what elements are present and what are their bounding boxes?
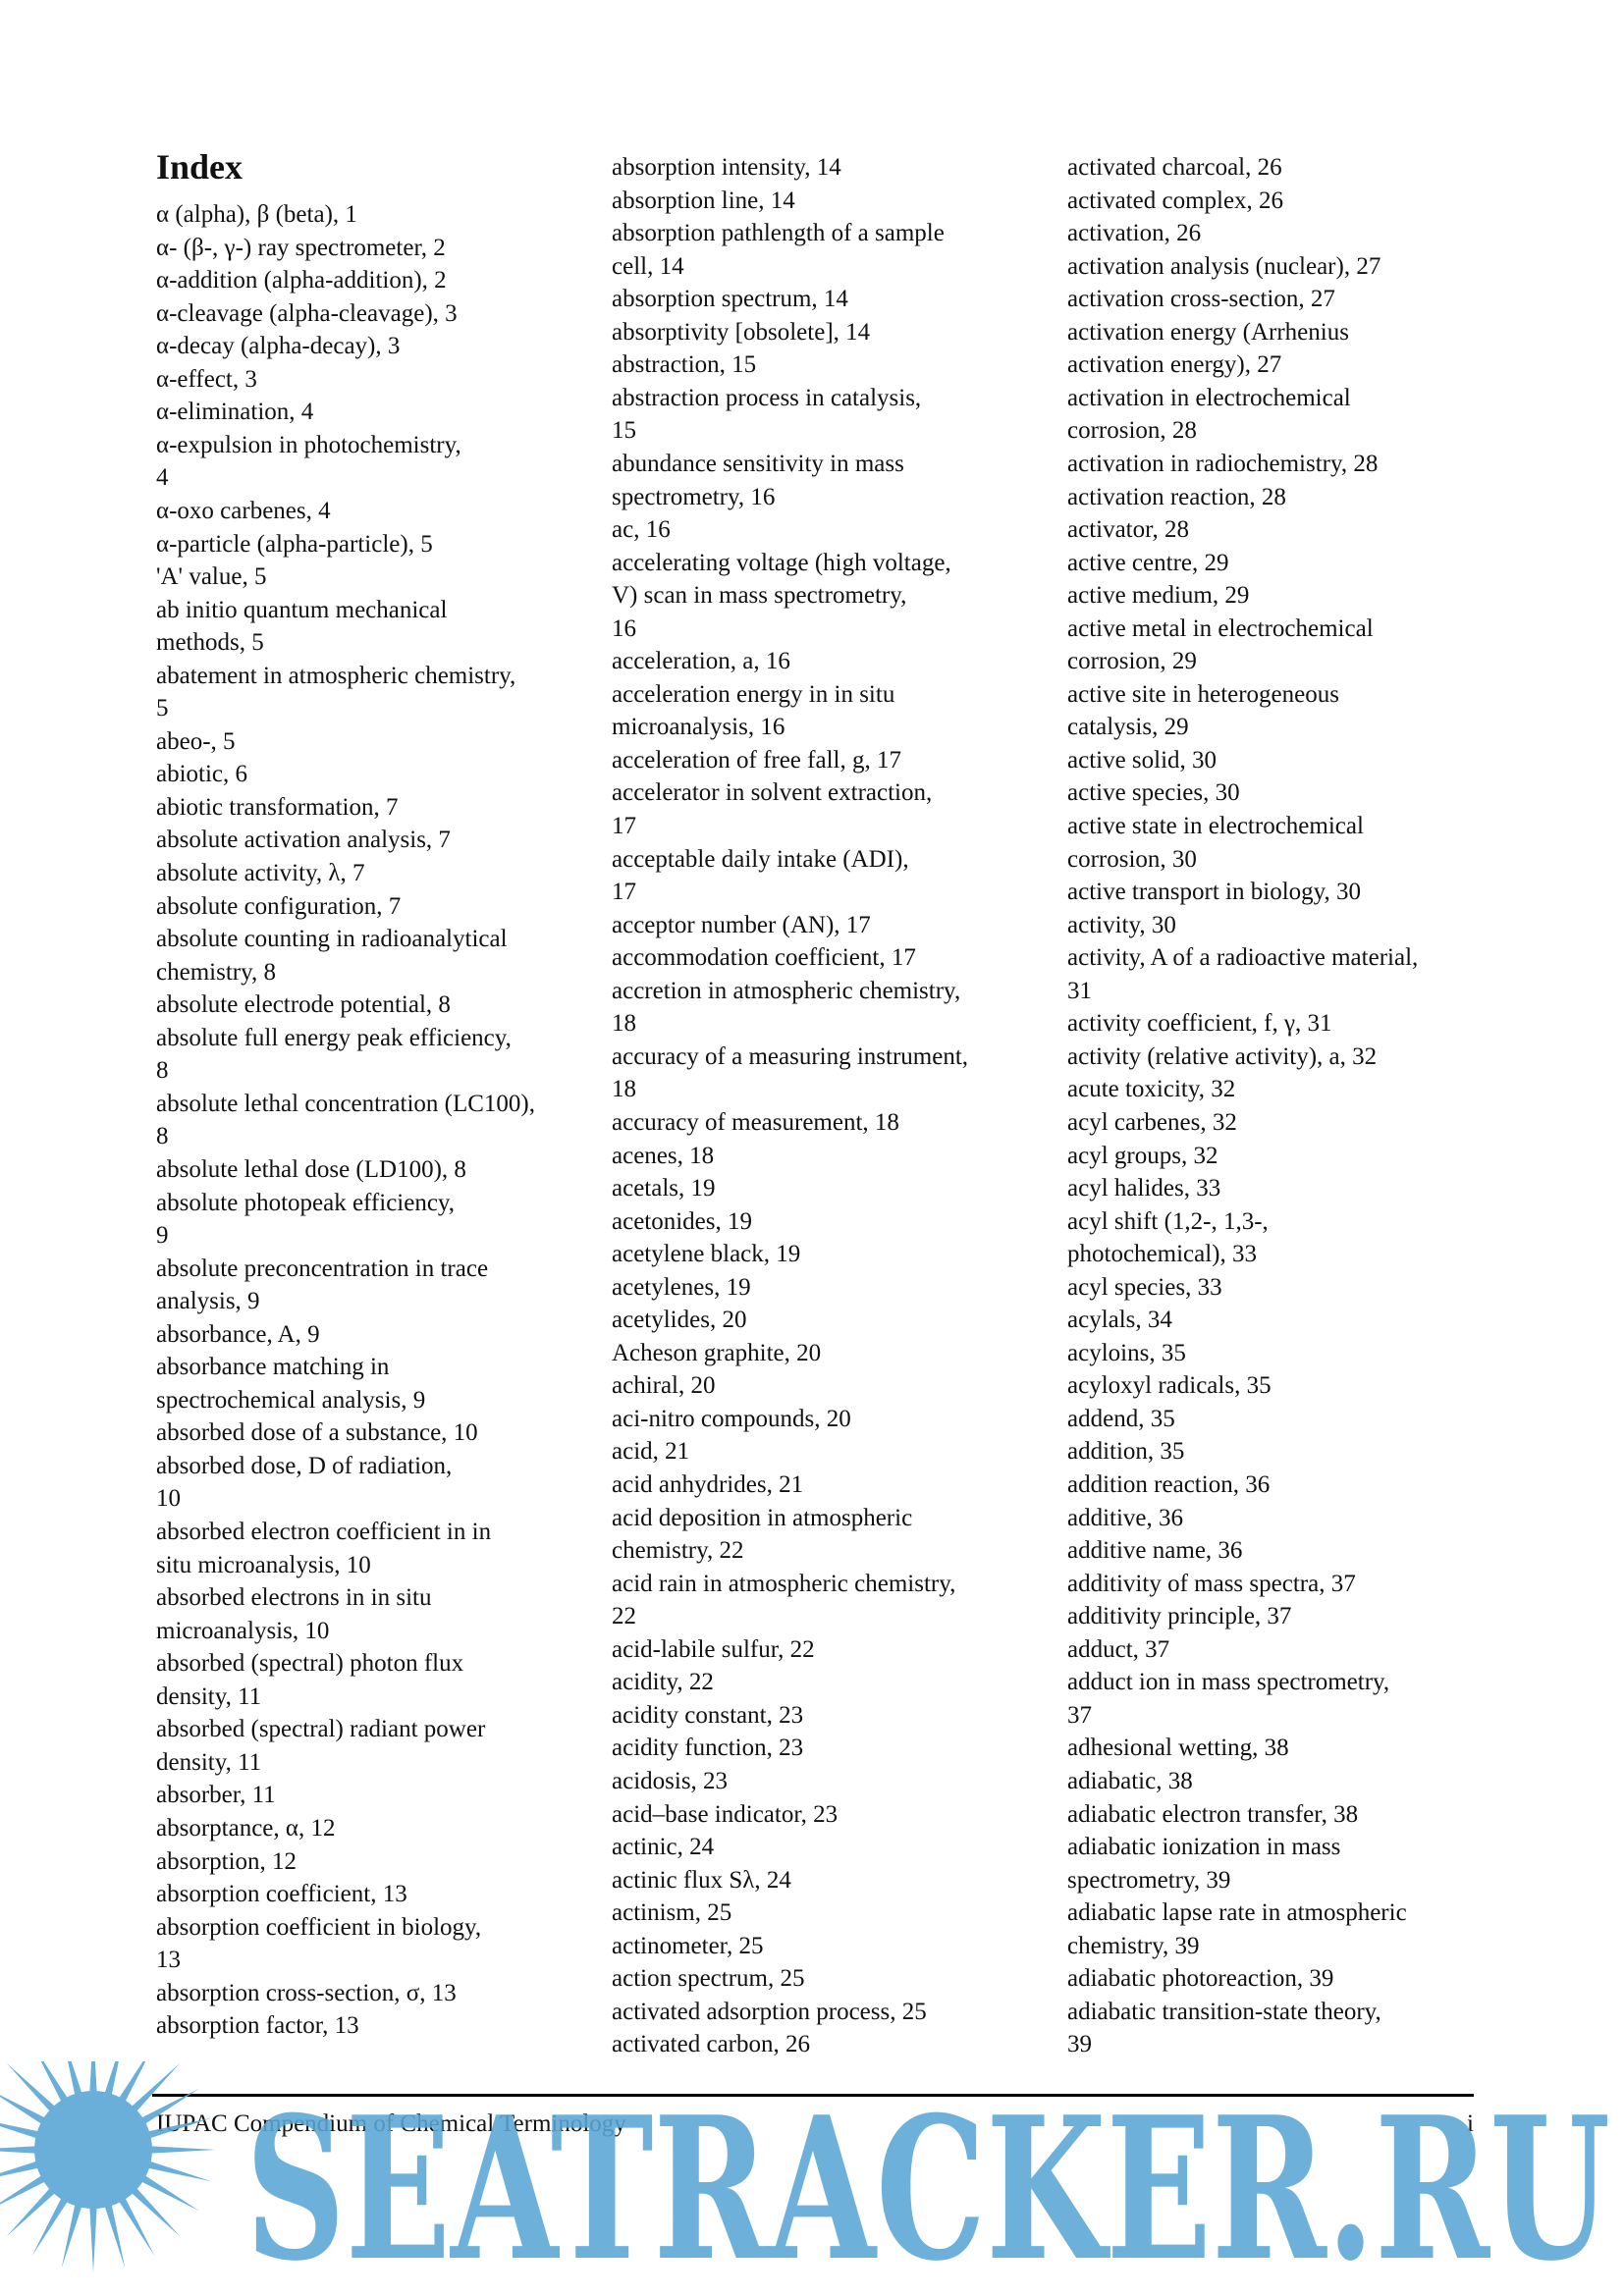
page-title: Index — [156, 147, 244, 187]
index-entry: absorbed dose of a substance, 10 — [156, 1419, 478, 1447]
index-entry: absorbance, A, 9 — [156, 1320, 320, 1348]
index-entry: actinism, 25 — [612, 1899, 732, 1927]
index-entry: α-decay (alpha-decay), 3 — [156, 333, 401, 360]
index-entry: absorption spectrum, 14 — [612, 286, 848, 313]
index-entry: photochemical), 33 — [1067, 1241, 1257, 1268]
index-entry: density, 11 — [156, 1682, 262, 1710]
index-entry: acyl halides, 33 — [1067, 1175, 1221, 1202]
index-entry: spectrometry, 16 — [612, 483, 776, 510]
index-entry: corrosion, 28 — [1067, 417, 1197, 445]
index-entry: 31 — [1067, 977, 1092, 1004]
index-entry: active medium, 29 — [1067, 582, 1250, 610]
index-entry: acenes, 18 — [612, 1142, 715, 1169]
index-entry: actinic flux Sλ, 24 — [612, 1866, 791, 1894]
index-entry: 5 — [156, 695, 169, 722]
index-entry: α (alpha), β (beta), 1 — [156, 201, 357, 228]
index-entry: accelerator in solvent extraction, — [612, 779, 933, 807]
index-entry: 17 — [612, 813, 636, 839]
index-entry: density, 11 — [156, 1748, 262, 1776]
index-entry: acylals, 34 — [1067, 1307, 1172, 1334]
index-entry: absolute photopeak efficiency, — [156, 1189, 456, 1216]
index-entry: active centre, 29 — [1067, 549, 1229, 576]
index-entry: acyloxyl radicals, 35 — [1067, 1372, 1272, 1400]
index-entry: activation energy), 27 — [1067, 351, 1282, 379]
footer-title: IUPAC Compendium of Chemical Terminology — [156, 2110, 626, 2137]
index-entry: acidity function, 23 — [612, 1735, 804, 1762]
sunburst-icon — [0, 2061, 216, 2272]
index-entry: 8 — [156, 1057, 169, 1085]
index-entry: acid, 21 — [612, 1438, 690, 1466]
index-entry: corrosion, 29 — [1067, 648, 1197, 675]
watermark-text: SEATRACKER.RU — [245, 2074, 1610, 2296]
index-entry: microanalysis, 16 — [612, 714, 785, 741]
index-entry: activity (relative activity), a, 32 — [1067, 1042, 1378, 1070]
index-entry: absorbed (spectral) radiant power — [156, 1716, 486, 1743]
index-entry: abatement in atmospheric chemistry, — [156, 662, 516, 689]
index-entry: adduct ion in mass spectrometry, — [1067, 1669, 1390, 1696]
index-entry: V) scan in mass spectrometry, — [612, 582, 907, 610]
index-entry: active metal in electrochemical — [1067, 614, 1374, 642]
index-entry: activator, 28 — [1067, 516, 1189, 544]
index-entry: additive name, 36 — [1067, 1537, 1243, 1565]
index-entry: additivity of mass spectra, 37 — [1067, 1570, 1356, 1597]
index-entry: abstraction process in catalysis, — [612, 384, 922, 411]
index-entry: accuracy of measurement, 18 — [612, 1108, 899, 1136]
index-entry: acyl carbenes, 32 — [1067, 1108, 1237, 1136]
index-entry: action spectrum, 25 — [612, 1965, 805, 1993]
index-entry: absolute electrode potential, 8 — [156, 991, 451, 1019]
index-entry: abiotic, 6 — [156, 761, 248, 788]
index-entry: active transport in biology, 30 — [1067, 879, 1362, 906]
index-entry: abundance sensitivity in mass — [612, 450, 904, 477]
index-entry: adiabatic ionization in mass — [1067, 1834, 1341, 1861]
index-entry: additivity principle, 37 — [1067, 1603, 1292, 1630]
index-entry: acetonides, 19 — [612, 1207, 753, 1235]
index-entry: absolute lethal dose (LD100), 8 — [156, 1155, 466, 1183]
index-entry: spectrometry, 39 — [1067, 1866, 1231, 1894]
index-entry: absolute configuration, 7 — [156, 892, 402, 920]
index-entry: absolute preconcentration in trace — [156, 1255, 489, 1282]
index-entry: absorbance matching in — [156, 1354, 390, 1381]
index-entry: accretion in atmospheric chemistry, — [612, 977, 961, 1004]
index-entry: acyloins, 35 — [1067, 1339, 1186, 1366]
index-entry: adiabatic lapse rate in atmospheric — [1067, 1899, 1407, 1927]
index-entry: activity, A of a radioactive material, — [1067, 944, 1419, 972]
index-entry: acidity, 22 — [612, 1669, 714, 1696]
index-entry: 8 — [156, 1123, 169, 1150]
index-entry: absorption cross-section, σ, 13 — [156, 1979, 457, 2006]
index-entry: adiabatic photoreaction, 39 — [1067, 1965, 1334, 1993]
index-entry: achiral, 20 — [612, 1372, 716, 1400]
index-entry: active solid, 30 — [1067, 746, 1218, 774]
index-entry: addition, 35 — [1067, 1438, 1185, 1466]
index-entry: adduct, 37 — [1067, 1635, 1170, 1663]
index-entry: activated adsorption process, 25 — [612, 1998, 927, 2025]
index-entry: activation cross-section, 27 — [1067, 286, 1335, 313]
index-entry: 4 — [156, 464, 169, 492]
index-entry: activated carbon, 26 — [612, 2031, 810, 2058]
index-entry: α-particle (alpha-particle), 5 — [156, 530, 433, 558]
index-entry: absorption coefficient in biology, — [156, 1913, 482, 1941]
index-entry: 15 — [612, 417, 636, 445]
index-entry: acetals, 19 — [612, 1175, 716, 1202]
index-entry: absorption coefficient, 13 — [156, 1881, 407, 1908]
index-entry: abeo-, 5 — [156, 727, 236, 755]
index-entry: absolute counting in radioanalytical — [156, 926, 508, 953]
index-entry: absorption intensity, 14 — [612, 154, 841, 181]
index-entry: accommodation coefficient, 17 — [612, 944, 916, 972]
index-entry: ab initio quantum mechanical — [156, 596, 448, 623]
index-entry: catalysis, 29 — [1067, 714, 1189, 741]
index-entry: activation analysis (nuclear), 27 — [1067, 252, 1381, 280]
index-entry: absorption line, 14 — [612, 187, 795, 214]
index-entry: chemistry, 22 — [612, 1537, 744, 1565]
index-entry: acid-labile sulfur, 22 — [612, 1635, 815, 1663]
index-entry: absorptivity [obsolete], 14 — [612, 318, 871, 346]
index-entry: α-elimination, 4 — [156, 399, 314, 426]
index-entry: activation in electrochemical — [1067, 384, 1351, 411]
index-entry: situ microanalysis, 10 — [156, 1551, 371, 1578]
index-entry: 39 — [1067, 2031, 1092, 2058]
index-entry: active state in electrochemical — [1067, 813, 1364, 839]
index-entry: activation, 26 — [1067, 220, 1202, 247]
index-entry: activated complex, 26 — [1067, 187, 1284, 214]
index-entry: chemistry, 39 — [1067, 1932, 1200, 1959]
index-entry: corrosion, 30 — [1067, 845, 1197, 873]
index-entry: 17 — [612, 879, 636, 906]
index-entry: absolute full energy peak efficiency, — [156, 1024, 512, 1051]
index-entry: accelerating voltage (high voltage, — [612, 549, 951, 576]
index-entry: activated charcoal, 26 — [1067, 154, 1282, 181]
index-entry: α-oxo carbenes, 4 — [156, 497, 331, 524]
index-entry: actinometer, 25 — [612, 1932, 764, 1959]
watermark-logo — [0, 2061, 1624, 2296]
index-entry: absorbed dose, D of radiation, — [156, 1452, 453, 1479]
index-entry: abstraction, 15 — [612, 351, 757, 379]
index-entry: addition reaction, 36 — [1067, 1471, 1271, 1498]
index-entry: microanalysis, 10 — [156, 1617, 330, 1644]
index-entry: aci-nitro compounds, 20 — [612, 1405, 851, 1432]
index-entry: absorber, 11 — [156, 1782, 276, 1809]
index-entry: acid rain in atmospheric chemistry, — [612, 1570, 956, 1597]
index-entry: adiabatic, 38 — [1067, 1767, 1193, 1794]
index-entry: absorbed electrons in in situ — [156, 1584, 432, 1612]
index-entry: activity coefficient, f, γ, 31 — [1067, 1010, 1332, 1038]
index-entry: acceptable daily intake (ADI), — [612, 845, 909, 873]
index-entry: acyl shift (1,2-, 1,3-, — [1067, 1207, 1269, 1235]
index-entry: acceleration energy in in situ — [612, 680, 895, 708]
index-entry: addend, 35 — [1067, 1405, 1175, 1432]
index-entry: active site in heterogeneous — [1067, 680, 1339, 708]
index-entry: α-addition (alpha-addition), 2 — [156, 267, 447, 294]
index-entry: activation reaction, 28 — [1067, 483, 1286, 510]
index-entry: absolute activation analysis, 7 — [156, 827, 451, 854]
index-entry: 18 — [612, 1076, 636, 1103]
index-entry: 16 — [612, 614, 636, 642]
index-entry: absorbed (spectral) photon flux — [156, 1650, 464, 1678]
index-entry: activation in radiochemistry, 28 — [1067, 450, 1379, 477]
index-entry: acidosis, 23 — [612, 1767, 729, 1794]
index-entry: acceleration of free fall, g, 17 — [612, 746, 901, 774]
index-entry: absorptance, α, 12 — [156, 1814, 336, 1842]
index-entry: acceleration, a, 16 — [612, 648, 790, 675]
index-entry: absolute activity, λ, 7 — [156, 860, 365, 886]
index-entry: acid deposition in atmospheric — [612, 1504, 913, 1531]
index-entry: 9 — [156, 1222, 169, 1250]
index-entry: 18 — [612, 1010, 636, 1038]
index-entry: analysis, 9 — [156, 1288, 260, 1315]
index-entry: acetylides, 20 — [612, 1307, 747, 1334]
index-entry: acyl groups, 32 — [1067, 1142, 1218, 1169]
index-entry: α- (β-, γ-) ray spectrometer, 2 — [156, 234, 446, 261]
index-entry: α-cleavage (alpha-cleavage), 3 — [156, 299, 458, 327]
index-entry: acute toxicity, 32 — [1067, 1076, 1236, 1103]
index-entry: 13 — [156, 1947, 181, 1974]
index-entry: acetylene black, 19 — [612, 1241, 801, 1268]
index-entry: actinic, 24 — [612, 1834, 715, 1861]
index-entry: activation energy (Arrhenius — [1067, 318, 1349, 346]
index-entry: acyl species, 33 — [1067, 1273, 1222, 1301]
index-entry: 'A' value, 5 — [156, 563, 267, 591]
index-entry: adiabatic electron transfer, 38 — [1067, 1800, 1359, 1828]
index-entry: additive, 36 — [1067, 1504, 1184, 1531]
index-entry: accuracy of a measuring instrument, — [612, 1042, 969, 1070]
index-entry: abiotic transformation, 7 — [156, 793, 399, 821]
index-entry: 22 — [612, 1603, 636, 1630]
index-entry: acidity constant, 23 — [612, 1701, 804, 1729]
index-entry: ac, 16 — [612, 516, 671, 544]
index-entry: chemistry, 8 — [156, 958, 276, 986]
index-entry: absorption, 12 — [156, 1847, 298, 1875]
index-entry: absorption factor, 13 — [156, 2012, 359, 2040]
index-entry: adhesional wetting, 38 — [1067, 1735, 1289, 1762]
index-entry: cell, 14 — [612, 252, 684, 280]
index-entry: α-expulsion in photochemistry, — [156, 431, 461, 458]
index-entry: acetylenes, 19 — [612, 1273, 751, 1301]
index-entry: spectrochemical analysis, 9 — [156, 1386, 426, 1414]
index-entry: Acheson graphite, 20 — [612, 1339, 822, 1366]
index-entry: methods, 5 — [156, 629, 264, 657]
index-entry: activity, 30 — [1067, 911, 1176, 938]
index-entry: absorbed electron coefficient in in — [156, 1519, 492, 1545]
index-entry: 37 — [1067, 1701, 1092, 1729]
index-entry: adiabatic transition-state theory, — [1067, 1998, 1381, 2025]
index-entry: absorption pathlength of a sample — [612, 220, 945, 247]
index-entry: acid anhydrides, 21 — [612, 1471, 804, 1498]
page-number: i — [1467, 2110, 1474, 2137]
index-entry: acid–base indicator, 23 — [612, 1800, 839, 1828]
index-entry: 10 — [156, 1485, 181, 1513]
index-entry: α-effect, 3 — [156, 365, 257, 393]
index-entry: active species, 30 — [1067, 779, 1240, 807]
index-entry: acceptor number (AN), 17 — [612, 911, 871, 938]
index-entry: absolute lethal concentration (LC100), — [156, 1090, 535, 1117]
